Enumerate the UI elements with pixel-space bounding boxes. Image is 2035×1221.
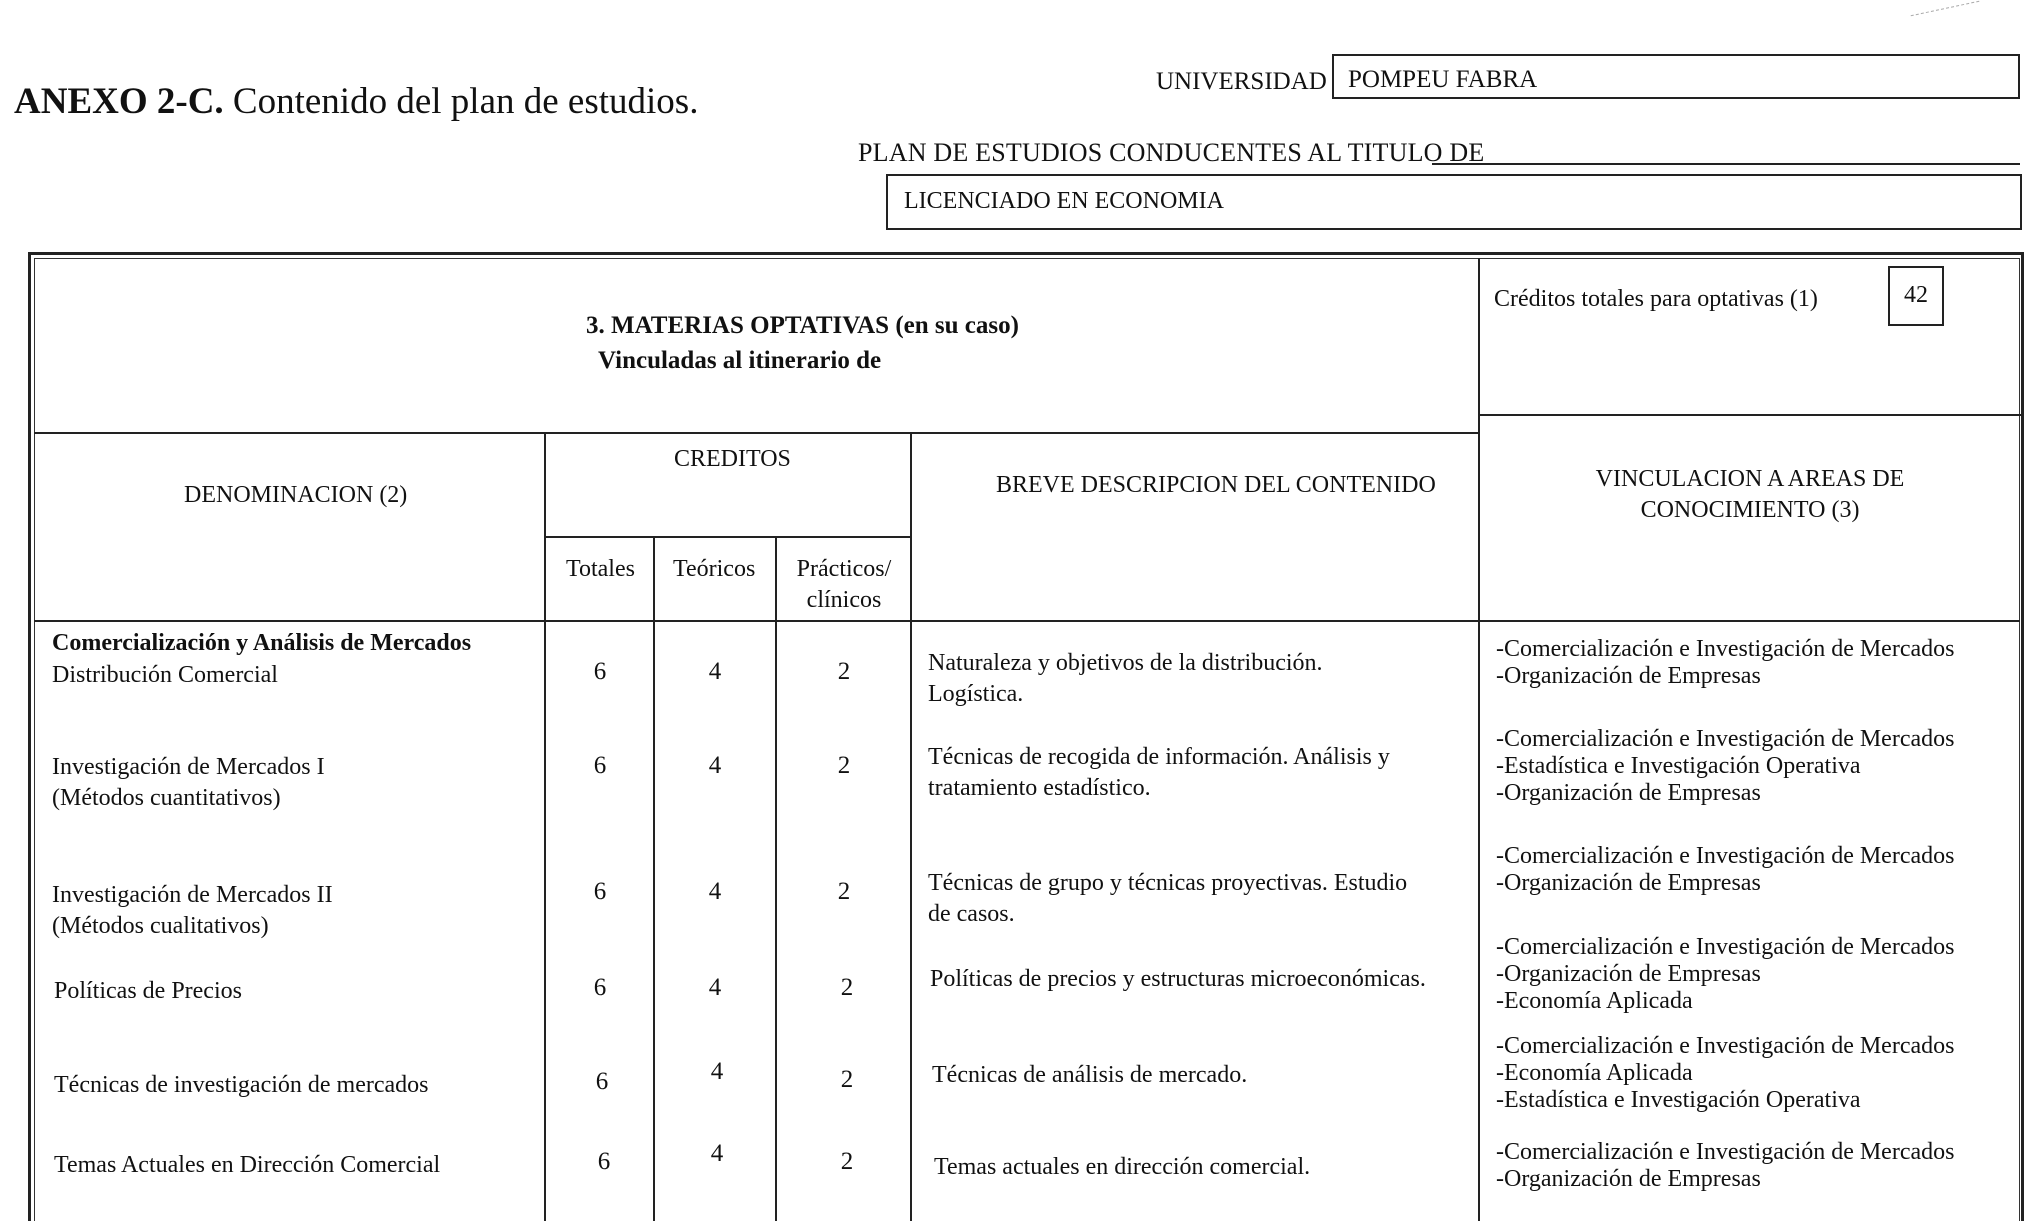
row-1-desc (928, 648, 1323, 710)
row-6-area-1: -Comercialización e Investigación de Mercados (1496, 1139, 1955, 1165)
row-4-practicos: 2 (840, 974, 854, 1001)
col-vinculacion-line1: VINCULACION A AREAS DE (1595, 466, 1905, 492)
row-5-desc: Técnicas de análisis de mercado. (932, 1062, 1248, 1088)
row-6-totales: 6 (597, 1148, 611, 1175)
row-1-desc-line2: Logística. (928, 681, 1024, 707)
row-1-area-1: -Comercialización e Investigación de Mercados (1496, 636, 1955, 662)
row-3-areas (1496, 843, 1954, 897)
row-4-desc: Políticas de precios y estructuras microeconómicas. (930, 966, 1426, 992)
row-3-desc-line1: Técnicas de grupo y técnicas proyectivas. Estudio (928, 870, 1408, 896)
row-1-desc-line1: Naturaleza y objetivos de la distribución. (928, 650, 1323, 676)
row-2-teoricos: 4 (708, 752, 722, 779)
row-1-practicos: 2 (837, 658, 851, 685)
row-1-area-2: -Organización de Empresas (1496, 663, 1761, 689)
row-5-area-3: -Estadística e Investigación Operativa (1496, 1087, 1861, 1113)
col-totales: Totales (566, 556, 635, 582)
divider-name-creditos (544, 432, 546, 1221)
row-2-area-1: -Comercialización e Investigación de Mercados (1496, 726, 1955, 752)
row-6-practicos: 2 (840, 1148, 854, 1175)
row-2-area-2: -Estadística e Investigación Operativa (1496, 753, 1861, 779)
divider-teoricos-practicos (775, 536, 777, 1221)
row-1-name: Distribución Comercial (52, 662, 278, 688)
plan-label: PLAN DE ESTUDIOS CONDUCENTES AL TITULO DE (858, 138, 1485, 167)
row-3-name-line1: Investigación de Mercados II (52, 882, 333, 908)
row-3-totales: 6 (593, 878, 607, 905)
creditos-totales-value: 42 (1888, 266, 1944, 326)
page-title-rest: Contenido del plan de estudios. (232, 81, 699, 122)
row-3-name (52, 880, 333, 942)
row-6-name: Temas Actuales en Dirección Comercial (54, 1152, 441, 1178)
row-6-teoricos: 4 (710, 1140, 724, 1167)
scan-mark (1911, 1, 1980, 17)
section-title: 3. MATERIAS OPTATIVAS (en su caso) (586, 312, 1019, 339)
row-5-area-1: -Comercialización e Investigación de Mercados (1496, 1033, 1955, 1059)
row-3-practicos: 2 (837, 878, 851, 905)
row-4-area-3: -Economía Aplicada (1496, 988, 1693, 1014)
row-6-area-2: -Organización de Empresas (1496, 1166, 1761, 1192)
col-vinculacion (1480, 464, 2020, 526)
row-2-name-line1: Investigación de Mercados I (52, 754, 325, 780)
col-practicos-line1: Prácticos/ (796, 556, 892, 582)
col-creditos: CREDITOS (674, 446, 791, 472)
divider-desc-areas (1478, 258, 1480, 1221)
row-6-areas (1496, 1139, 1954, 1193)
row-2-name-line2: (Métodos cuantitativos) (52, 785, 281, 811)
divider-section-bottom (34, 432, 1480, 434)
row-2-desc-line2: tratamiento estadístico. (928, 775, 1151, 801)
row-2-desc-line1: Técnicas de recogida de información. Análisis y (928, 744, 1390, 770)
col-descripcion: BREVE DESCRIPCION DEL CONTENIDO (996, 472, 1436, 498)
row-4-totales: 6 (593, 974, 607, 1001)
row-2-name (52, 752, 325, 814)
row-4-areas (1496, 934, 1954, 1015)
universidad-label: UNIVERSIDAD (1156, 68, 1327, 95)
divider-totales-teoricos (653, 536, 655, 1221)
divider-creditos-sub (544, 536, 912, 538)
row-4-area-1: -Comercialización e Investigación de Mercados (1496, 934, 1955, 960)
titulo-field: LICENCIADO EN ECONOMIA (886, 174, 2022, 230)
row-2-areas (1496, 726, 1954, 807)
row-1-teoricos: 4 (708, 658, 722, 685)
col-practicos (776, 554, 912, 616)
row-3-area-1: -Comercialización e Investigación de Mercados (1496, 843, 1955, 869)
row-5-teoricos: 4 (710, 1058, 724, 1085)
row-3-desc (928, 868, 1407, 930)
row-3-teoricos: 4 (708, 878, 722, 905)
creditos-totales-label: Créditos totales para optativas (1) (1494, 286, 1818, 312)
row-3-name-line2: (Métodos cualitativos) (52, 913, 269, 939)
row-5-areas (1496, 1033, 1954, 1114)
row-4-area-2: -Organización de Empresas (1496, 961, 1761, 987)
row-3-area-2: -Organización de Empresas (1496, 870, 1761, 896)
page-title (14, 80, 698, 123)
row-4-teoricos: 4 (708, 974, 722, 1001)
row-5-area-2: -Economía Aplicada (1496, 1060, 1693, 1086)
page-title-bold: ANEXO 2-C. (14, 81, 224, 122)
row-6-desc: Temas actuales en dirección comercial. (934, 1154, 1311, 1180)
col-vinculacion-line2: CONOCIMIENTO (3) (1640, 497, 1860, 523)
row-1-totales: 6 (593, 658, 607, 685)
row-2-area-3: -Organización de Empresas (1496, 780, 1761, 806)
col-practicos-line2: clínicos (806, 587, 882, 613)
divider-creditos-desc (910, 432, 912, 1221)
col-denominacion: DENOMINACION (2) (184, 482, 408, 508)
col-teoricos: Teóricos (673, 556, 756, 582)
group-title: Comercialización y Análisis de Mercados (52, 630, 472, 656)
row-5-practicos: 2 (840, 1066, 854, 1093)
row-2-totales: 6 (593, 752, 607, 779)
row-1-areas (1496, 636, 1954, 690)
universidad-field: POMPEU FABRA (1332, 54, 2020, 99)
row-4-name: Políticas de Precios (54, 978, 242, 1004)
divider-creditos-bottom (1478, 414, 2022, 416)
row-2-practicos: 2 (837, 752, 851, 779)
section-subtitle: Vinculadas al itinerario de (598, 347, 882, 374)
row-5-totales: 6 (595, 1068, 609, 1095)
row-2-desc (928, 742, 1390, 804)
plan-underline (1432, 163, 2020, 165)
row-5-name: Técnicas de investigación de mercados (54, 1072, 429, 1098)
row-3-desc-line2: de casos. (928, 901, 1015, 927)
divider-header-body (34, 620, 2020, 622)
